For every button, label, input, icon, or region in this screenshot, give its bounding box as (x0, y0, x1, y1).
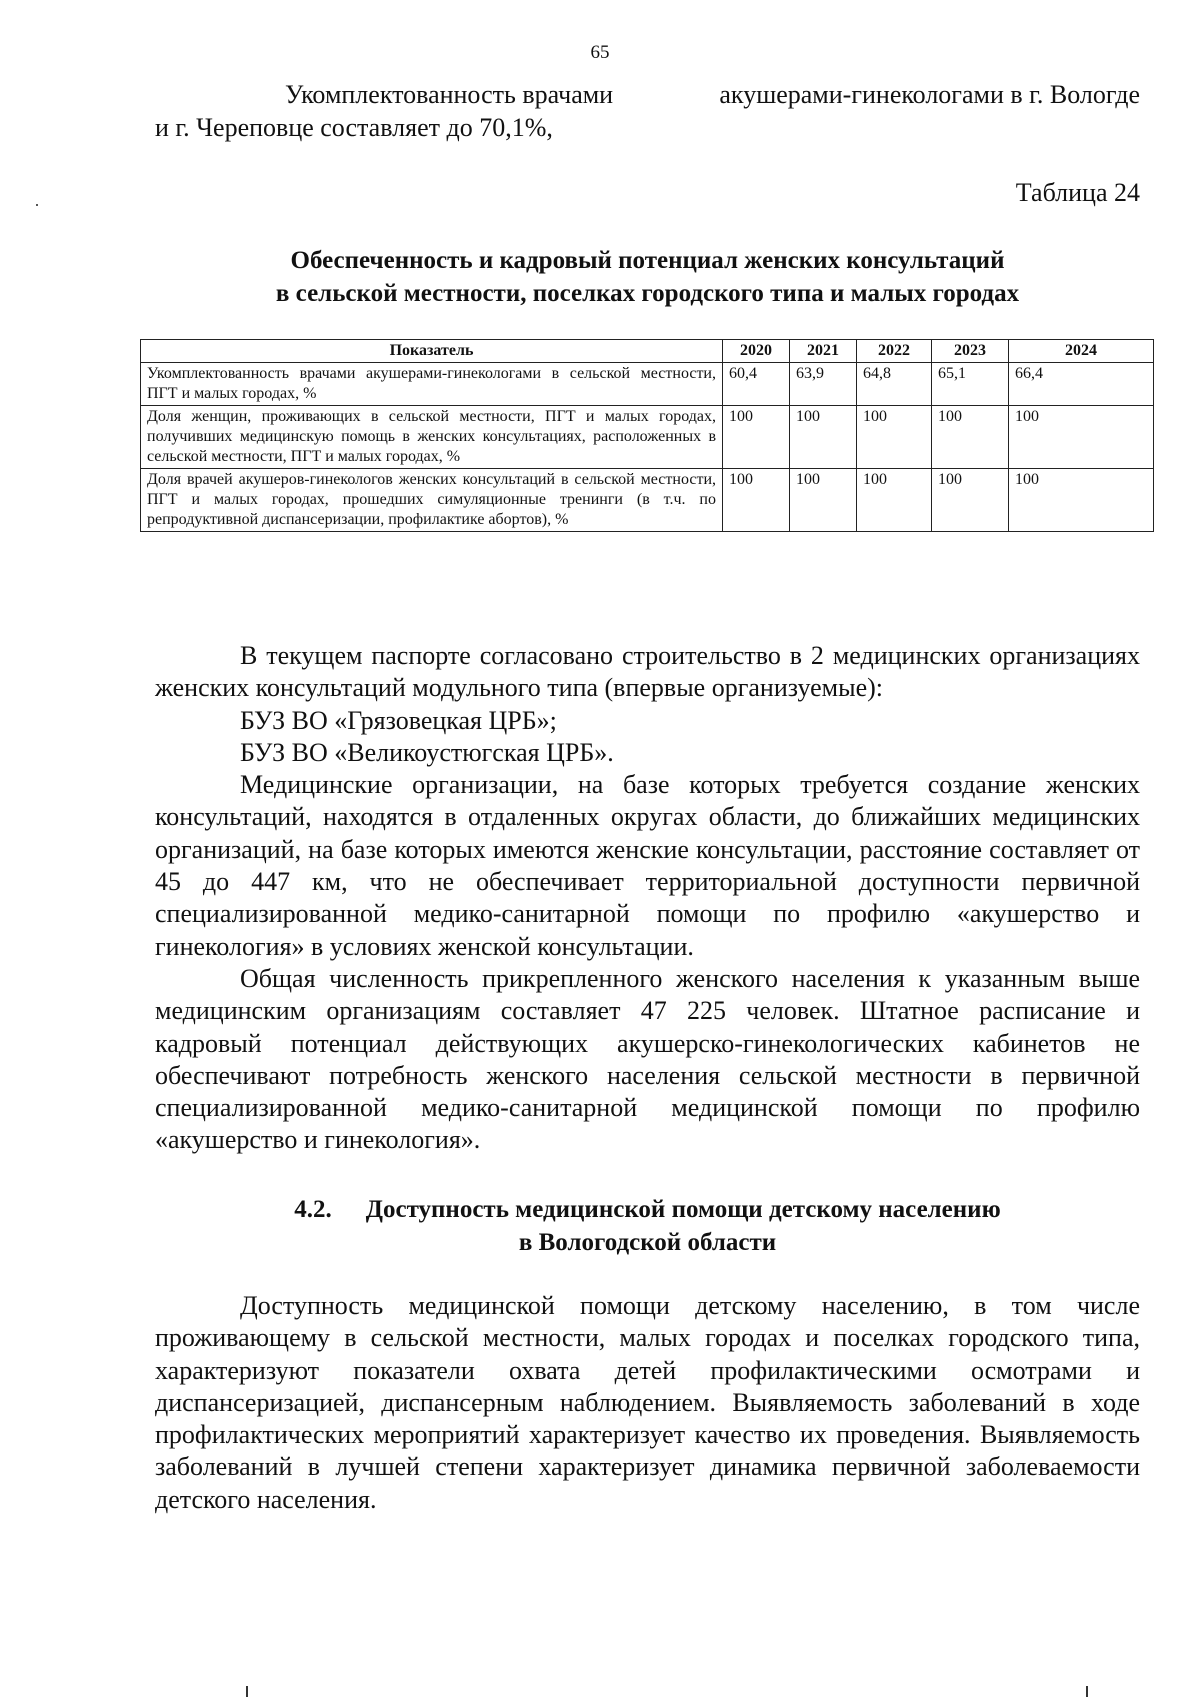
row-value: 100 (857, 406, 932, 469)
row-value: 65,1 (932, 363, 1009, 406)
header-indicator: Показатель (141, 340, 723, 363)
section-number: 4.2. (294, 1196, 332, 1223)
row-value: 63,9 (790, 363, 857, 406)
row-value: 66,4 (1009, 363, 1154, 406)
row-value: 100 (1009, 406, 1154, 469)
row-indicator: Доля женщин, проживающих в сельской местности, ПГТ и малых городах, получивших медицинскую помощь в женских консультациях, расположенных в сельской местности, ПГТ и малых городах, % (141, 406, 723, 469)
page-number: 65 (590, 42, 610, 63)
intro-line-1-right: акушерами-гинекологами в г. Вологде (719, 80, 1140, 109)
section-heading (155, 1193, 1140, 1259)
scan-mark (246, 1686, 248, 1697)
paragraph: Общая численность прикрепленного женского населения к указанным выше медицинским организациям составляет 47 225 человек. Штатное расписание и кадровый потенциал действующих акушерско-гинекологических кабинетов не обеспечивают потребность женского населения сельской местности в первичной специализированной медико-санитарной медицинской помощи по профилю «акушерство и гинекология». (155, 963, 1140, 1155)
section-title-part-1: Доступность медицинской помощи детскому населению (365, 1196, 1001, 1223)
section-2-text (155, 1290, 1140, 1516)
table-title-line-2: в сельской местности, поселках городского типа и малых городах (275, 280, 1020, 307)
header-2022: 2022 (857, 340, 932, 363)
row-value: 100 (932, 469, 1009, 532)
row-value: 100 (932, 406, 1009, 469)
paragraph: В текущем паспорте согласовано строительство в 2 медицинских организациях женских консультаций модульного типа (впервые организуемые): (155, 641, 1140, 703)
row-value: 100 (790, 406, 857, 469)
header-2021: 2021 (790, 340, 857, 363)
header-2020: 2020 (723, 340, 790, 363)
row-value: 100 (1009, 469, 1154, 532)
row-indicator: Укомплектованность врачами акушерами-гинекологами в сельской местности, ПГТ и малых городах, % (141, 363, 723, 406)
table-label: Таблица 24 (1015, 178, 1140, 207)
intro-line-2: и г. Череповце составляет до 70,1%, (155, 113, 553, 142)
table-row (141, 406, 1154, 469)
row-indicator: Доля врачей акушеров-гинекологов женских консультаций в сельской местности, ПГТ и малых городах, прошедших симуляционные тренинги (в т.ч. по репродуктивной диспансеризации, профилактике абортов), % (141, 469, 723, 532)
table-title (155, 244, 1140, 310)
row-value: 100 (723, 406, 790, 469)
table-row (141, 469, 1154, 532)
row-value: 64,8 (857, 363, 932, 406)
intro-paragraph (155, 78, 1140, 144)
intro-line-1-left: Укомплектованность врачами (285, 80, 614, 109)
organization-item: БУЗ ВО «Великоустюгская ЦРБ». (240, 737, 614, 767)
row-value: 60,4 (723, 363, 790, 406)
scan-speck (36, 204, 38, 206)
intro-line-1 (155, 78, 1140, 111)
organization-item: БУЗ ВО «Грязовецкая ЦРБ»; (240, 705, 557, 735)
staffing-table (140, 339, 1154, 532)
scan-mark (1086, 1686, 1088, 1697)
section-heading-line-1 (155, 1193, 1140, 1226)
header-2023: 2023 (932, 340, 1009, 363)
row-value: 100 (857, 469, 932, 532)
paragraph: Доступность медицинской помощи детскому населению, в том числе проживающему в сельской местности, малых городах и поселках городского типа, характеризуют показатели охвата детей профилактическими осмотрами и диспансеризацией, диспансерным наблюдением. Выявляемость заболеваний в ходе профилактических мероприятий характеризует качество их проведения. Выявляемость заболеваний в лучшей степени характеризует динамика первичной заболеваемости детского населения. (155, 1291, 1140, 1514)
section-1-text (155, 640, 1140, 1157)
table-header-row (141, 340, 1154, 363)
paragraph: Медицинские организации, на базе которых требуется создание женских консультаций, находятся в отдаленных округах области, до ближайших медицинских организаций, на базе которых имеются женские консультации, расстояние составляет от 45 до 447 км, что не обеспечивает территориальной доступности первичной специализированной медико-санитарной помощи по профилю «акушерство и гинекология» в условиях женской консультации. (155, 770, 1140, 961)
row-value: 100 (723, 469, 790, 532)
row-value: 100 (790, 469, 857, 532)
header-2024: 2024 (1009, 340, 1154, 363)
table-row (141, 363, 1154, 406)
table-title-line-1: Обеспеченность и кадровый потенциал женских консультаций (290, 247, 1005, 274)
section-heading-line-2: в Вологодской области (518, 1229, 777, 1256)
